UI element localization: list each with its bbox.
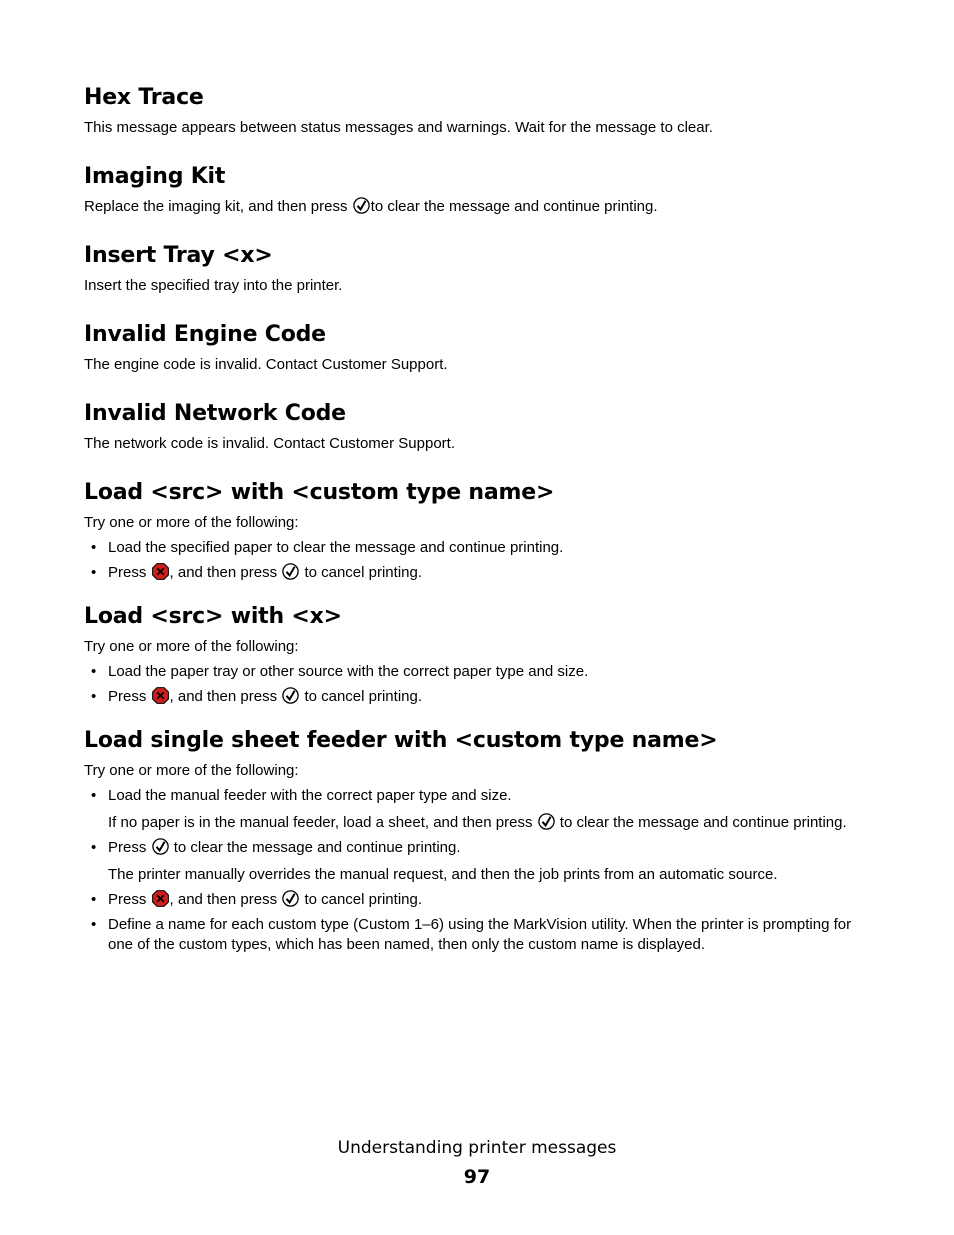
bullet: •: [91, 916, 97, 933]
text: to cancel printing.: [304, 688, 423, 705]
text: to cancel printing.: [304, 564, 423, 581]
check-button-icon: [152, 838, 169, 855]
list-item-note: [108, 813, 874, 833]
text: to clear the message and continue printing.: [173, 839, 461, 856]
bullet: •: [91, 688, 97, 705]
bullet-list: [84, 786, 874, 955]
section-hex-trace: [84, 84, 874, 138]
section-load-src-x: [84, 603, 874, 707]
bullet-list: [84, 538, 874, 583]
bullet-list: [84, 662, 874, 707]
stop-button-icon: [152, 687, 169, 704]
text: to cancel printing.: [304, 891, 423, 908]
section-load-src-custom: [84, 479, 874, 583]
bullet: •: [91, 839, 97, 856]
list-item: [84, 915, 874, 955]
section-heading: Invalid Engine Code: [84, 322, 326, 347]
list-item: [84, 662, 874, 682]
section-intro: Try one or more of the following:: [84, 638, 299, 655]
bullet: •: [91, 787, 97, 804]
section-intro: Try one or more of the following:: [84, 514, 299, 531]
check-button-icon: [538, 813, 555, 830]
text: Press: [108, 564, 147, 581]
text: Replace the imaging kit, and then press: [84, 198, 348, 215]
section-heading: Load single sheet feeder with <custom type name>: [84, 728, 718, 753]
check-button-icon: [282, 687, 299, 704]
text: Press: [108, 891, 147, 908]
section-intro: Try one or more of the following:: [84, 762, 299, 779]
section-body: Insert the specified tray into the printer.: [84, 277, 343, 294]
section-body: The engine code is invalid. Contact Customer Support.: [84, 356, 448, 373]
list-item: [84, 838, 874, 885]
check-button-icon: [353, 197, 370, 214]
bullet: •: [91, 663, 97, 680]
list-item: [84, 538, 874, 558]
section-invalid-network-code: [84, 400, 874, 454]
section-imaging-kit: [84, 163, 874, 217]
section-invalid-engine-code: [84, 321, 874, 375]
bullet: •: [91, 539, 97, 556]
text: Load the paper tray or other source with the correct paper type and size.: [108, 663, 589, 680]
text: to clear the message and continue printing.: [559, 814, 847, 831]
footer-chapter-title: Understanding printer messages: [337, 1138, 617, 1158]
text: , and then press: [169, 891, 278, 908]
text: to clear the message and continue printing.: [370, 198, 658, 215]
section-heading: Load <src> with <x>: [84, 604, 342, 629]
section-load-single-sheet-feeder: [84, 727, 874, 955]
bullet: •: [91, 891, 97, 908]
page-number: 97: [463, 1166, 491, 1188]
list-item-note: The printer manually overrides the manual request, and then the job prints from an automatic source.: [108, 866, 778, 883]
list-item: [84, 563, 874, 583]
section-body: [84, 197, 874, 217]
section-heading: Load <src> with <custom type name>: [84, 480, 555, 505]
text: , and then press: [169, 564, 278, 581]
text: If no paper is in the manual feeder, load a sheet, and then press: [108, 814, 533, 831]
section-insert-tray: [84, 242, 874, 296]
check-button-icon: [282, 563, 299, 580]
section-body: The network code is invalid. Contact Customer Support.: [84, 435, 456, 452]
text: Load the specified paper to clear the message and continue printing.: [108, 539, 564, 556]
section-body: This message appears between status messages and warnings. Wait for the message to clear.: [84, 119, 713, 136]
text: Press: [108, 839, 147, 856]
list-item: [84, 687, 874, 707]
text: , and then press: [169, 688, 278, 705]
page-content: [84, 84, 874, 960]
text: Press: [108, 688, 147, 705]
list-item: [84, 786, 874, 833]
section-heading: Insert Tray <x>: [84, 243, 273, 268]
section-heading: Invalid Network Code: [84, 401, 346, 426]
bullet: •: [91, 564, 97, 581]
check-button-icon: [282, 890, 299, 907]
text: Load the manual feeder with the correct paper type and size.: [108, 787, 512, 804]
section-heading: Hex Trace: [84, 85, 204, 110]
stop-button-icon: [152, 890, 169, 907]
text: Define a name for each custom type (Custom 1–6) using the MarkVision utility. When the printer is prompting for one of the custom types, which has been named, then only the custom name is displayed.: [108, 916, 852, 953]
list-item: [84, 890, 874, 910]
section-heading: Imaging Kit: [84, 164, 226, 189]
stop-button-icon: [152, 563, 169, 580]
